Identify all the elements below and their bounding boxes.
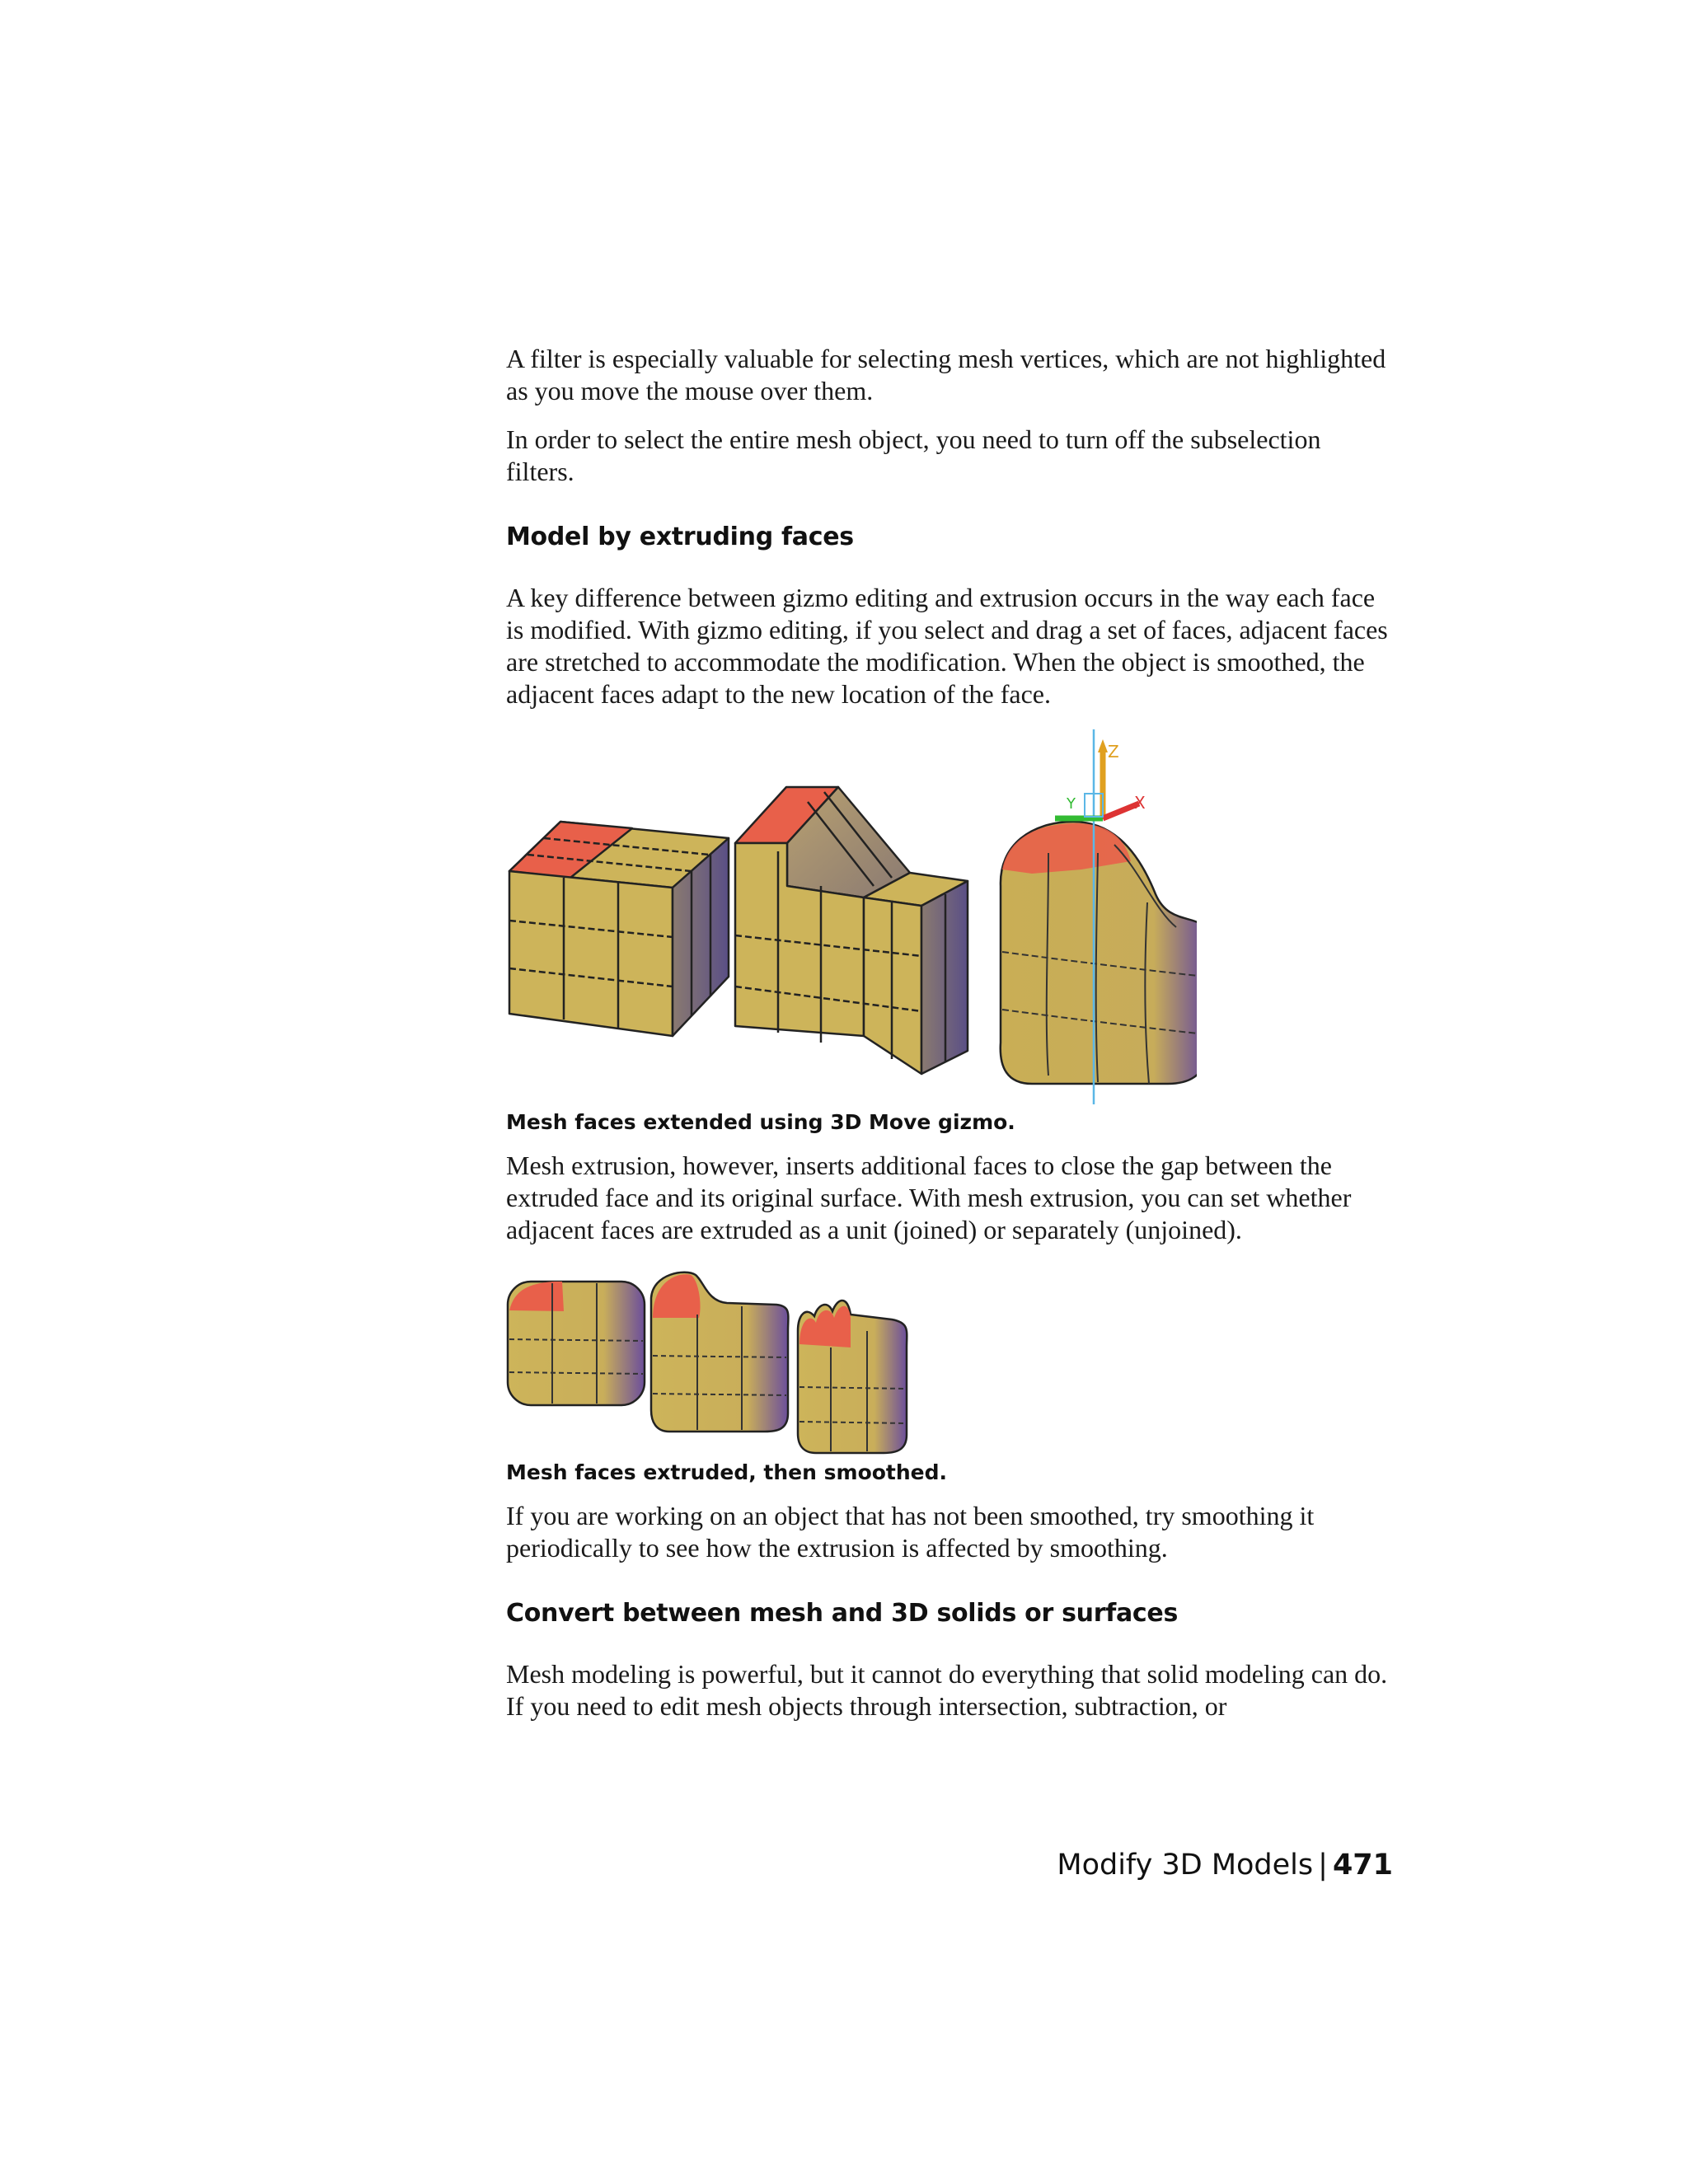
gizmo-y-label: Y [1067,795,1076,813]
figure-caption-2 [506,1460,1393,1486]
paragraph-smoothing-tip [506,1500,1393,1564]
section-heading-extruding [506,521,1393,554]
figure-caption-1 [506,1109,1393,1136]
caption-text: Mesh faces extruded, then smoothed. [506,1460,948,1484]
mesh-cube [509,822,729,1036]
paragraph-text: A filter is especially valuable for selecting mesh vertices, which are not highlighted as you move the mouse over them. [506,344,1386,405]
paragraph-text: Mesh extrusion, however, inserts additional faces to close the gap between the extruded face and its original surface. With mesh extrusion, you can set whether adjacent faces are extruded as a unit (joined) or separately (unjoined). [506,1151,1352,1244]
mesh-smoothed-blob [1001,822,1197,1084]
paragraph-gizmo-difference [506,582,1393,710]
gizmo-x-label: X [1134,793,1146,813]
smoothed-block-unjoined [798,1301,907,1453]
paragraph-text: Mesh modeling is powerful, but it cannot do everything that solid modeling can do. If you need to edit mesh objects through intersection, subtraction, or [506,1659,1388,1721]
paragraph-select-entire [506,424,1393,488]
mesh-gizmo-illustration [504,729,1197,1108]
paragraph-mesh-extrusion [506,1150,1393,1246]
gizmo-z-label: Z [1108,742,1119,762]
heading-text: Convert between mesh and 3D solids or surfaces [506,1599,1178,1628]
paragraph-text: In order to select the entire mesh object, you need to turn off the subselection filters. [506,424,1321,486]
page-footer [1057,1846,1393,1884]
figure-extrude-smooth [504,1265,950,1459]
mesh-stretched [735,787,968,1074]
extruded-mesh-illustration [504,1265,950,1459]
footer-section-title: Modify 3D Models [1057,1849,1314,1882]
page-number: 471 [1332,1849,1393,1882]
paragraph-text: A key difference between gizmo editing and extrusion occurs in the way each face is modified. With gizmo editing, if you select and drag a set of faces, adjacent faces are stretched to accommodate the modification. When the object is smoothed, the adjacent faces adapt to the new location of the face. [506,583,1388,709]
footer-separator: | [1318,1849,1328,1882]
heading-text: Model by extruding faces [506,523,854,551]
paragraph-mesh-modeling [506,1658,1393,1722]
smoothed-block-1 [508,1282,645,1405]
smoothed-block-joined [651,1272,788,1432]
paragraph-text: If you are working on an object that has not been smoothed, try smoothing it periodically to see how the extrusion is affected by smoothing. [506,1501,1315,1563]
caption-text: Mesh faces extended using 3D Move gizmo. [506,1110,1015,1134]
paragraph-filter [506,343,1393,407]
figure-gizmo-extend [504,729,1197,1108]
section-heading-convert [506,1597,1393,1630]
